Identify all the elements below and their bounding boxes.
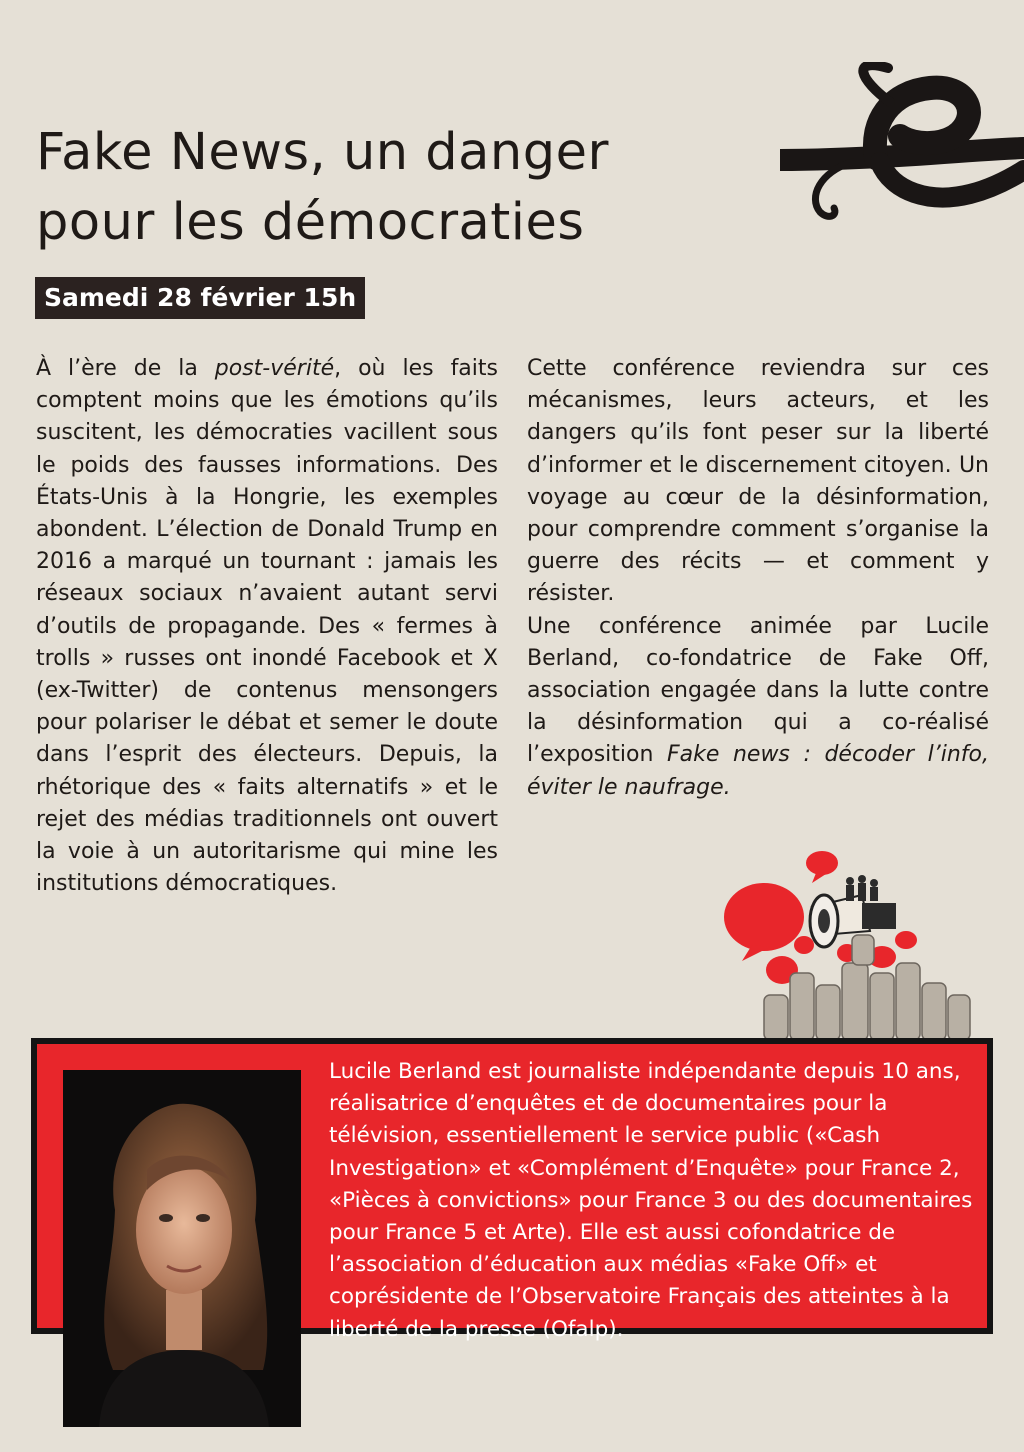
speaker-bio-text: Lucile Berland est journaliste indépendante depuis 10 ans, réalisatrice d’enquêtes et de documentaires pour la télévision, essentiellement le service public («Cash Investigation» et «Complément d’Enquête» pour France 2, «Pièces à convictions» pour France 3 ou des documentaires pour France 5 et Arte). Elle est aussi cofondatrice de l’association d’éducation aux médias «Fake Off» et coprésidente de l’Observatoire Français des atteintes à la liberté de la presse (Ofalp). <box>329 1059 973 1342</box>
article-paragraph-conference: Cette conférence reviendra sur ces mécanismes, leurs acteurs, et les dangers qu’ils font peser sur la liberté d’informer et le discernement citoyen. Un voyage au cœur de la désinformation, pour comprendre comment s’organise la guerre des récits — et comment y résister. <box>527 356 989 607</box>
moderator-text: Une conférence animée par Lucile Berland, co-fondatrice de Fake Off, association engagée dans la lutte contre la désinformation qui a co-réalisé l’exposition <box>527 613 989 768</box>
page-title <box>36 118 676 258</box>
article-column-right <box>527 353 989 804</box>
event-date-badge: Samedi 28 février 15h <box>35 277 365 319</box>
speaker-portrait <box>63 1070 301 1427</box>
article-column-left <box>36 353 498 900</box>
megaphone-protest-illustration <box>712 845 982 1040</box>
speech-bubble-small-icon <box>806 851 838 883</box>
intro-italic-term: post-vérité <box>214 356 335 381</box>
swirl-logo-icon <box>780 62 1024 228</box>
intro-text-start: À l’ère de la <box>36 356 215 381</box>
raised-fists-icon <box>764 935 970 1040</box>
intro-text-rest: , où les faits comptent moins que les émotions qu’ils suscitent, les démocraties vacillent sous le poids des fausses informations. Des États-Unis à la Hongrie, les exemples abondent. L’élection de Donald Trump en 2016 a marqué un tournant : jamais les réseaux sociaux n’avaient autant servi d’outils de propagande. Des « fermes à trolls » russes ont inondé Facebook et X (ex-Twitter) de contenus mensongers pour polariser le débat et semer le doute dans l’esprit des électeurs. Depuis, la rhétorique des « faits alternatifs » et le rejet des médias traditionnels ont ouvert la voie à un autoritarisme qui mine les institutions démocratiques. <box>36 356 498 897</box>
title-line-2: pour les démocraties <box>36 193 585 252</box>
portrait-photo <box>63 1070 301 1427</box>
exhibition-title: Fake news : décoder l’info, éviter le naufrage. <box>527 742 989 800</box>
title-line-1: Fake News, un danger <box>36 123 609 182</box>
article-paragraph-intro <box>36 353 498 900</box>
speech-bubble-icon <box>724 883 804 961</box>
article-paragraph-moderator <box>527 611 989 804</box>
